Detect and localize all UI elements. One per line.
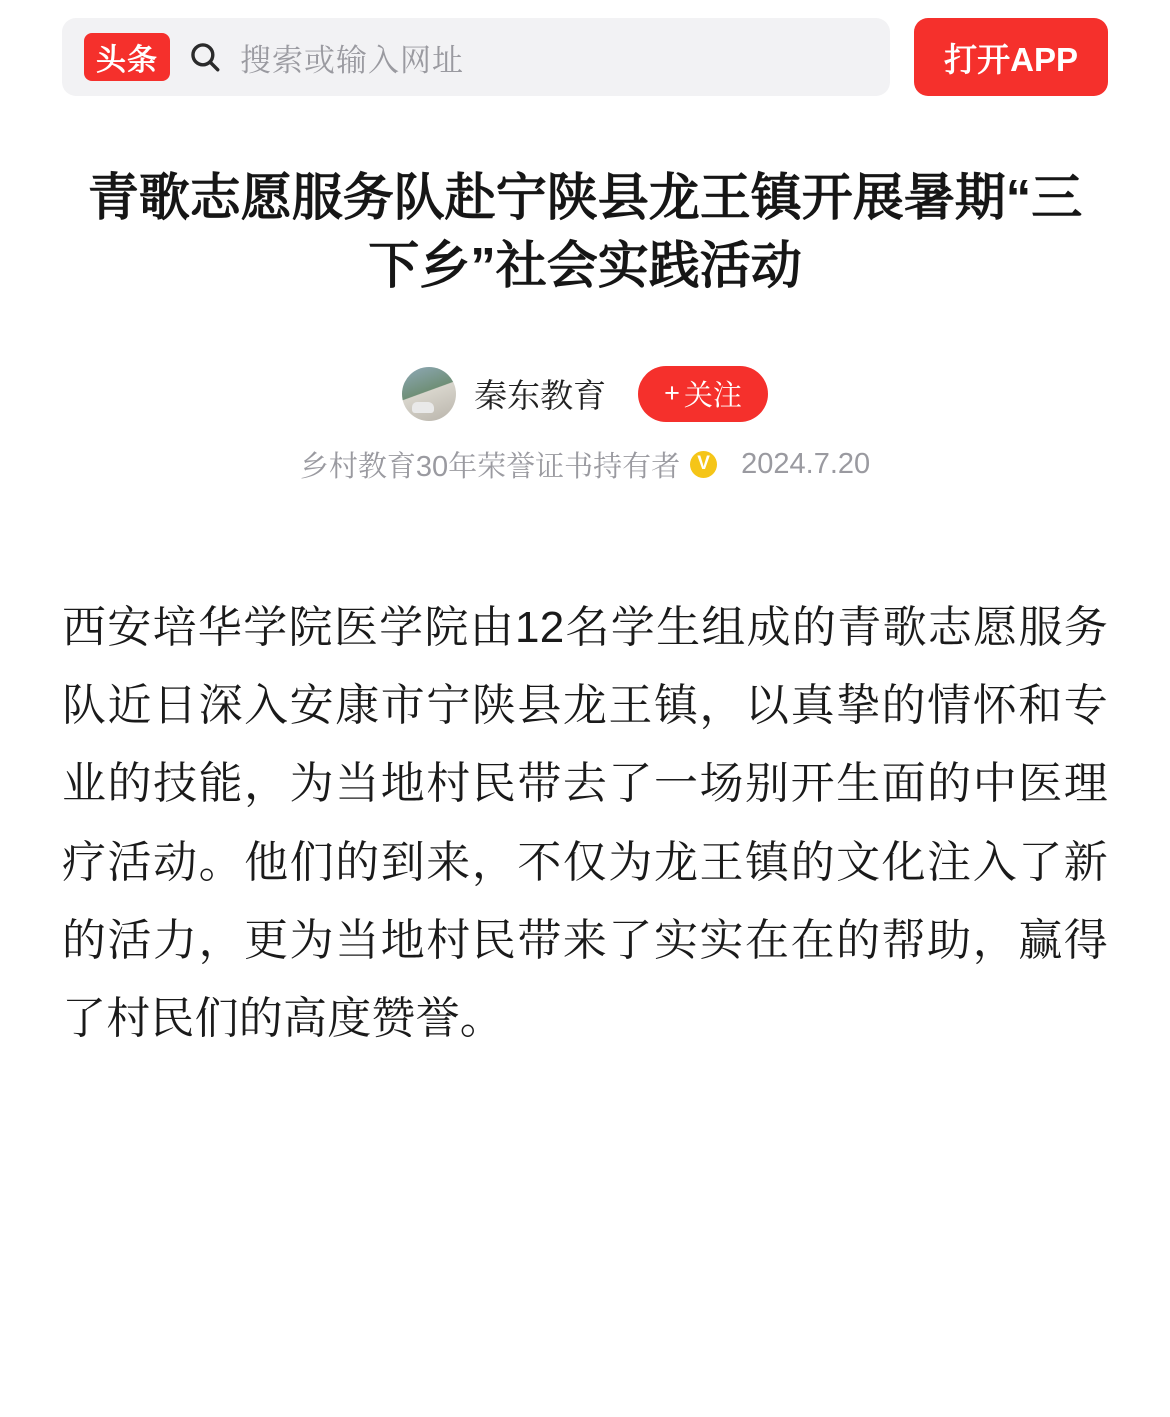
avatar[interactable] [402,367,456,421]
toutiao-logo: 头条 [84,33,170,81]
byline [62,366,1108,422]
open-app-button[interactable]: 打开APP [914,18,1108,96]
follow-button[interactable] [638,366,768,422]
verified-icon: V [690,451,717,478]
author-name[interactable]: 秦东教育 [474,377,607,415]
search-input[interactable]: 搜索或输入网址 [240,42,464,78]
search-icon [188,40,222,74]
author-credential: 乡村教育30年荣誉证书持有者 [299,450,681,483]
page-title: 青歌志愿服务队赴宁陕县龙王镇开展暑期“三下乡”社会实践活动 [87,169,1083,294]
search-bar[interactable] [62,18,890,96]
plus-icon: + [664,378,680,409]
article-container [0,164,1170,1059]
publish-date: 2024.7.20 [741,447,871,480]
author-meta [62,444,1108,485]
top-bar [0,0,1170,108]
article-body: 西安培华学院医学院由12名学生组成的青歌志愿服务队近日深入安康市宁陕县龙王镇，以真挚的情怀和专业的技能，为当地村民带去了一场别开生面的中医理疗活动。他们的到来，不仅为龙王镇的文化注入了新的活力，更为当地村民带来了实实在在的帮助，赢得了村民们的高度赞誉。 [62,602,1108,1044]
follow-label: 关注 [683,380,742,413]
